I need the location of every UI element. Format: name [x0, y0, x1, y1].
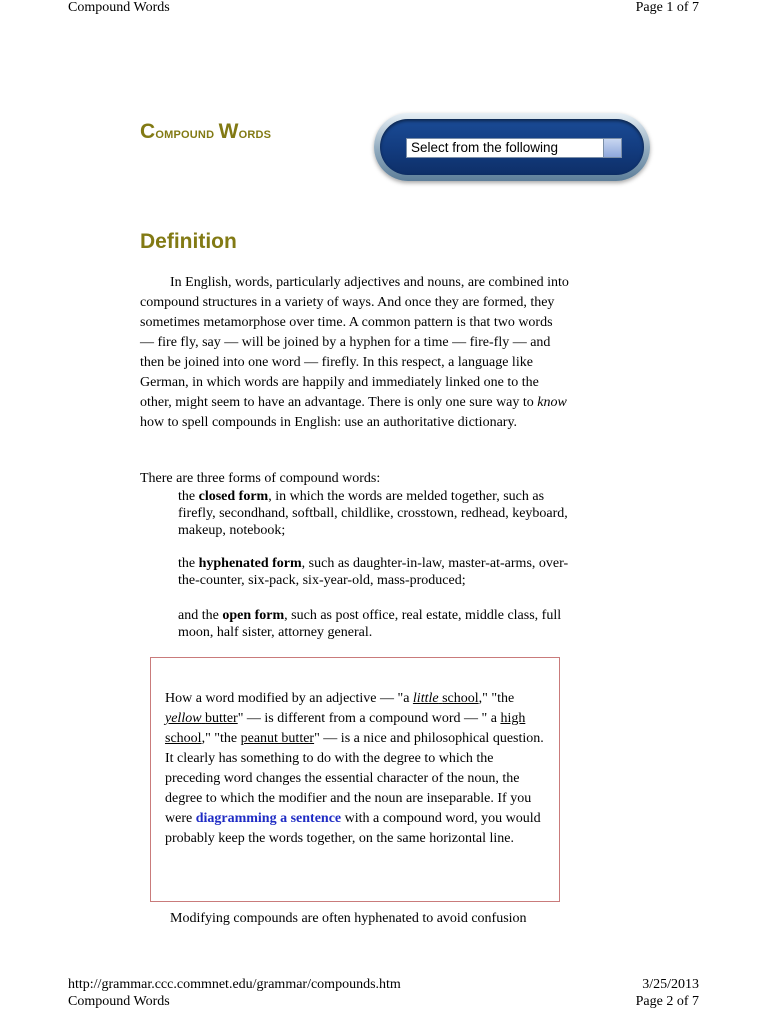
- closed-form-term: closed form: [198, 489, 269, 504]
- print-header-title: Compound Words: [68, 0, 170, 15]
- open-form-item: [178, 607, 573, 641]
- definition-emphasis-know: know: [537, 395, 567, 410]
- topic-navigator-inner: [380, 119, 644, 175]
- note-text-6: with a compound word, you would probably keep the words together, on the same horizontal line.: [165, 811, 541, 846]
- note-text-5: " — is a nice and philosophical question. It clearly has something to do with the degree to which the preceding word changes the essential character of the noun, the degree to which the modifier and the noun are inseparable. If you were: [165, 731, 544, 826]
- title-rest-1: ompound: [155, 125, 215, 142]
- example-yellow-butter: [165, 711, 238, 726]
- note-text-3: " — is different from a compound word — " a: [237, 711, 501, 726]
- example-butter: butter: [205, 711, 238, 726]
- cutoff-text: Modifying compounds are often hyphenated to avoid confusion: [170, 911, 527, 926]
- example-high-school: high school: [165, 711, 526, 746]
- topic-select-dropdown[interactable]: [406, 138, 622, 158]
- hyphenated-form-term: hyphenated form: [198, 556, 302, 571]
- cutoff-text-line: [170, 911, 550, 929]
- example-little-school: [413, 691, 479, 706]
- hyphenated-form-prefix: the: [178, 556, 196, 571]
- note-text-1: How a word modified by an adjective — "a: [165, 691, 413, 706]
- closed-form-description: , in which the words are melded together, such as firefly, secondhand, softball, childlike, crosstown, redhead, keyboard, makeup, notebook;: [178, 489, 568, 538]
- definition-text-lead: In English, words, particularly adjectives and nouns, are combined into compound structures in a variety of ways. And once they are formed, they sometimes metamorphose over time. A common pattern is that two words — fire fly, say — will be joined by a hyphen for a time — fire-fly — and then be joined into one word — firefly. In this respect, a language like German, in which words are happily and immediately linked one to the other, might seem to have an advantage. There is only one sure way to: [140, 275, 569, 410]
- print-header-page-number: Page 1 of 7: [635, 0, 699, 15]
- forms-intro: There are three forms of compound words:: [140, 471, 381, 486]
- print-header-title-page2: Compound Words: [68, 994, 170, 1009]
- open-form-description: , such as post office, real estate, middle class, full moon, half sister, attorney general.: [178, 608, 562, 640]
- topic-select-label: Select from the following: [411, 140, 559, 155]
- hyphenated-form-item: [178, 555, 573, 589]
- title-cap-1: C: [140, 120, 156, 143]
- closed-form-item: [178, 488, 573, 539]
- example-school: school: [442, 691, 479, 706]
- definition-paragraph: [140, 273, 570, 433]
- open-form-prefix: and the: [178, 608, 219, 623]
- closed-form-prefix: the: [178, 489, 196, 504]
- note-text-4: ," "the: [201, 731, 241, 746]
- diagramming-sentence-link[interactable]: diagramming a sentence: [195, 811, 342, 826]
- definition-heading: Definition: [140, 230, 237, 253]
- dropdown-arrow-icon[interactable]: [603, 139, 621, 157]
- open-form-term: open form: [222, 608, 285, 623]
- example-little: little: [412, 691, 439, 706]
- print-footer-date: 3/25/2013: [642, 977, 699, 992]
- print-header-page-number-page2: Page 2 of 7: [635, 994, 699, 1009]
- adjective-note-box: [150, 657, 560, 902]
- topic-navigator: [374, 113, 650, 181]
- definition-text-tail: how to spell compounds in English: use an authoritative dictionary.: [140, 415, 518, 430]
- note-text-2: ," "the: [478, 691, 515, 706]
- title-cap-2: W: [218, 120, 239, 143]
- page-title: [140, 120, 271, 144]
- title-rest-2: ords: [238, 125, 272, 142]
- example-yellow: yellow: [165, 711, 202, 726]
- hyphenated-form-description: , such as daughter-in-law, master-at-arms, over-the-counter, six-pack, six-year-old, mass-produced;: [178, 556, 569, 588]
- print-footer-url: http://grammar.ccc.commnet.edu/grammar/compounds.htm: [68, 977, 401, 992]
- example-peanut-butter: peanut butter: [240, 731, 315, 746]
- adjective-note-text: [165, 689, 551, 849]
